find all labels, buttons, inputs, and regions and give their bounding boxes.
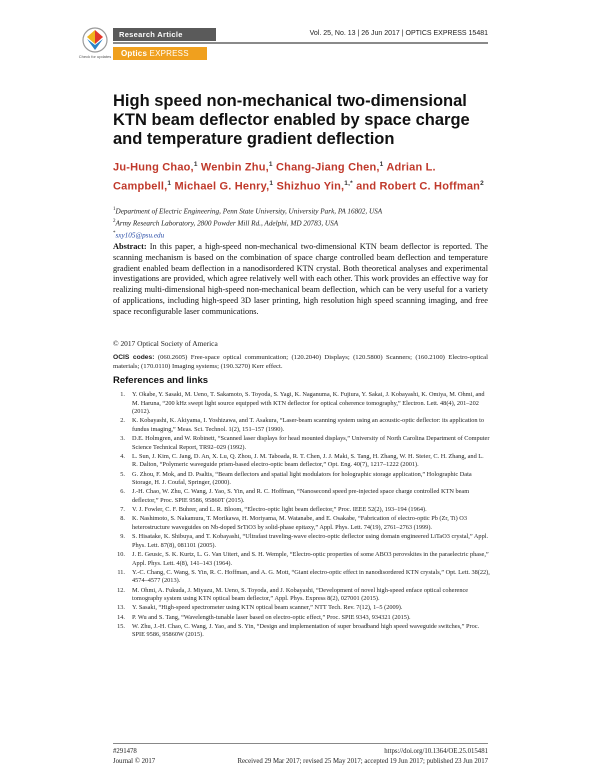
- ocis-text: (060.2605) Free-space optical communication; (120.2040) Displays; (120.5800) Scanners; (160.2100) Electro-optical materials; (170.0110) Imaging systems; (190.3270) Kerr effect.: [113, 354, 489, 370]
- author-affil-mark: 1: [379, 161, 384, 168]
- paper-title: High speed non-mechanical two-dimensional KTN beam deflector enabled by space charge and temperature gradient deflection: [113, 92, 470, 148]
- abstract-text: In this paper, a high-speed non-mechanical two-dimensional KTN beam deflector is reported. The scanning mechanism is based on the combination of space charge controlled beam deflection and temperature gradient enabled beam deflection in a nanodisordered KTN crystal. Both theoretical analyses and experimental investigations are provided, which agree relatively well with each other. This work provides an effective way for realizing multi-dimensional high-speed non-mechanical beam deflection, which can be very useful for a variety of applications, including high-speed 3D laser printing, high resolution high speed scanning imaging, and free space reconfigurable laser communications.: [113, 242, 488, 316]
- author-name: Michael G. Henry,: [174, 180, 270, 193]
- ocis-codes: [113, 353, 488, 371]
- author-affil-mark: 1: [269, 179, 274, 187]
- reference-item: 3. D.E. Holmgren, and W. Robinett, “Scanned laser displays for head mounted displays,” University of North Carolina Department of Computer Science Technical Report, TR92–029 (1992).: [120, 435, 490, 451]
- article-type-badge: Research Article: [113, 28, 216, 41]
- affiliation-line: $^1$Department of Electric Engineering, Penn State University, University Park, PA 16802, USA: [113, 207, 383, 216]
- author-affil-mark: 1: [268, 161, 273, 168]
- reference-item: 8. K. Nashimoto, S. Nakamura, T. Morikawa, H. Moriyama, M. Watanabe, and E. Osakabe, “Fabrication of electro-optic Pb (Zr, Ti) O3 heterostructure waveguides on Nb-doped SrTiO3 by solid-phase epitaxy,” Appl. Phys. Lett. 74(19), 2761–2763 (1999).: [120, 515, 467, 532]
- author-name: Adrian L. Campbell,: [113, 161, 436, 193]
- reference-item: 7. V. J. Fowler, C. F. Buhrer, and L. R. Bloom, “Electro-optic light beam deflector,” Proc. IEEE 52(2), 193–194 (1964).: [120, 506, 427, 514]
- author-affil-mark: 1: [167, 179, 172, 187]
- author-list: [113, 157, 493, 194]
- journal-name-optics: Optics: [121, 49, 148, 58]
- reference-list: [113, 391, 491, 641]
- abstract: [113, 242, 488, 318]
- journal-name-express: EXPRESS: [149, 49, 189, 58]
- doi-link[interactable]: https://doi.org/10.1364/OE.25.015481: [384, 748, 488, 755]
- copyright-notice: © 2017 Optical Society of America: [113, 339, 218, 348]
- reference-item: 9. S. Hisatake, K. Shibuya, and T. Kobayashi, “Ultrafast traveling-wave electro-optic deflector using domain engineered LiTaO3 crystal,” Appl. Phys. Lett. 87(8), 081101 (2005).: [120, 533, 489, 549]
- references-heading: References and links: [113, 375, 209, 386]
- corresponding-email[interactable]: *sxy105@psu.edu: [113, 230, 165, 240]
- reference-item: 6. J.-H. Chao, W. Zhu, C. Wang, J. Yao, S. Yin, and R. C. Hoffman, “Nanosecond speed pre-injected space charge controlled KTN beam deflector,” Proc. SPIE 9586, 95860T (2015).: [120, 488, 470, 504]
- reference-item: 4. L. Sun, J. Kim, C. Jang, D. An, X. Lu, Q. Zhou, J. M. Taboada, R. T. Chen, J. J. Maki, S. Tang, H. Zhang, W. H. Steier, C. H. Zhang, and L. R. Dalton, “Polymeric waveguide prism-based electro-optic beam deflector,” Opt. Eng. 40(7), 1217–1222 (2001).: [120, 452, 484, 469]
- abstract-label: Abstract:: [113, 242, 147, 251]
- crossmark-label: Check for updates: [78, 54, 112, 59]
- affiliation-line: $^2$Army Research Laboratory, 2800 Powder Mill Rd., Adelphi, MD 20783, USA: [113, 218, 339, 228]
- reference-item: 13. Y. Sasaki, “High-speed spectrometer using KTN optical beam scanner,” NTT Tech. Rev. 7(12), 1–5 (2009).: [117, 604, 403, 612]
- author-name: Chang-Jiang Chen,: [276, 161, 380, 174]
- header-divider: [113, 42, 488, 44]
- author-name: Ju-Hung Chao,: [113, 161, 194, 174]
- ocis-label: OCIS codes:: [113, 354, 155, 361]
- affiliations: [113, 205, 493, 241]
- reference-item: 14. P. Wu and S. Tang, “Wavelength-tunable laser based on electro-optic effect,” Proc. SPIE 9343, 934321 (2015).: [117, 613, 411, 621]
- footer-divider: [113, 743, 488, 744]
- article-id: #291478: [113, 748, 137, 755]
- reference-item: 5. G. Zhou, F. Mok, and D. Psaltis, “Beam deflectors and spatial light modulators for holographic storage application,” Holographic Data Storage, H. J. Coufal, Springer, (2000).: [120, 470, 472, 487]
- publication-history: Received 29 Mar 2017; revised 25 May 2017; accepted 19 Jun 2017; published 23 Jun 2017: [237, 758, 488, 765]
- journal-logo: [113, 47, 207, 60]
- reference-item: 15. W. Zhu, J.-H. Chao, C. Wang, J. Yao, and S. Yin, “Design and implementation of super broadband high speed waveguide switches,” Proc. SPIE 9586, 95860W (2015).: [117, 622, 480, 639]
- reference-item: 2. K. Kobayashi, K. Akiyama, I. Yoshizawa, and T. Asakura, “Laser-beam scanning system using an acoustic-optic deflector: its application to fundus imaging,” Meas. Sci. Technol. 1(2), 151–157 (1990).: [120, 417, 485, 433]
- journal-copyright: Journal © 2017: [113, 758, 156, 765]
- journal-volume-meta: Vol. 25, No. 13 | 26 Jun 2017 | OPTICS EXPRESS 15481: [309, 30, 488, 37]
- author-affil-mark: 1,*: [344, 179, 353, 187]
- author-name: Shizhuo Yin,: [276, 180, 345, 193]
- email-link[interactable]: sxy105@psu.edu: [115, 231, 165, 240]
- reference-item: 12. M. Ohmi, A. Fukuda, J. Miyazu, M. Ueno, S. Toyoda, and J. Kobayashi, “Development of novel high-speed enface optical coherence tomography system using KTN optical beam deflector,” Appl. Phys. Express 8(2), 027001 (2015).: [117, 586, 469, 603]
- reference-item: 1. Y. Okabe, Y. Sasaki, M. Ueno, T. Sakamoto, S. Toyoda, S. Yagi, K. Naganuma, K. Fujiura, Y. Sakai, J. Kobayashi, K. Omiya, M. Ohmi, and M. Haruna, “200 kHz swept light source equipped with KTN deflector for optical coherence tomography,” Electron. Lett. 48(4), 201–202 (2012).: [120, 391, 485, 416]
- crossmark-icon[interactable]: [78, 27, 112, 65]
- author-affil-mark: 2: [480, 179, 484, 187]
- reference-item: 11. Y.-C. Chang, C. Wang, S. Yin, R. C. Hoffman, and A. G. Mott, “Giant electro-optic effect in nanodisordered KTN crystals,” Opt. Lett. 38(22), 4574–4577 (2013).: [117, 568, 490, 585]
- reference-item: 10. J. E. Geusic, S. K. Kurtz, L. G. Van Uitert, and S. H. Wemple, “Electro-optic properties of some ABO3 perovskites in the paraelectric phase,” Appl. Phys. Lett. 4(8), 141–143 (1964).: [117, 551, 489, 567]
- author-name: Wenbin Zhu,: [200, 161, 269, 174]
- author-affil-mark: 1: [193, 161, 198, 168]
- author-name: and Robert C. Hoffman: [356, 180, 481, 193]
